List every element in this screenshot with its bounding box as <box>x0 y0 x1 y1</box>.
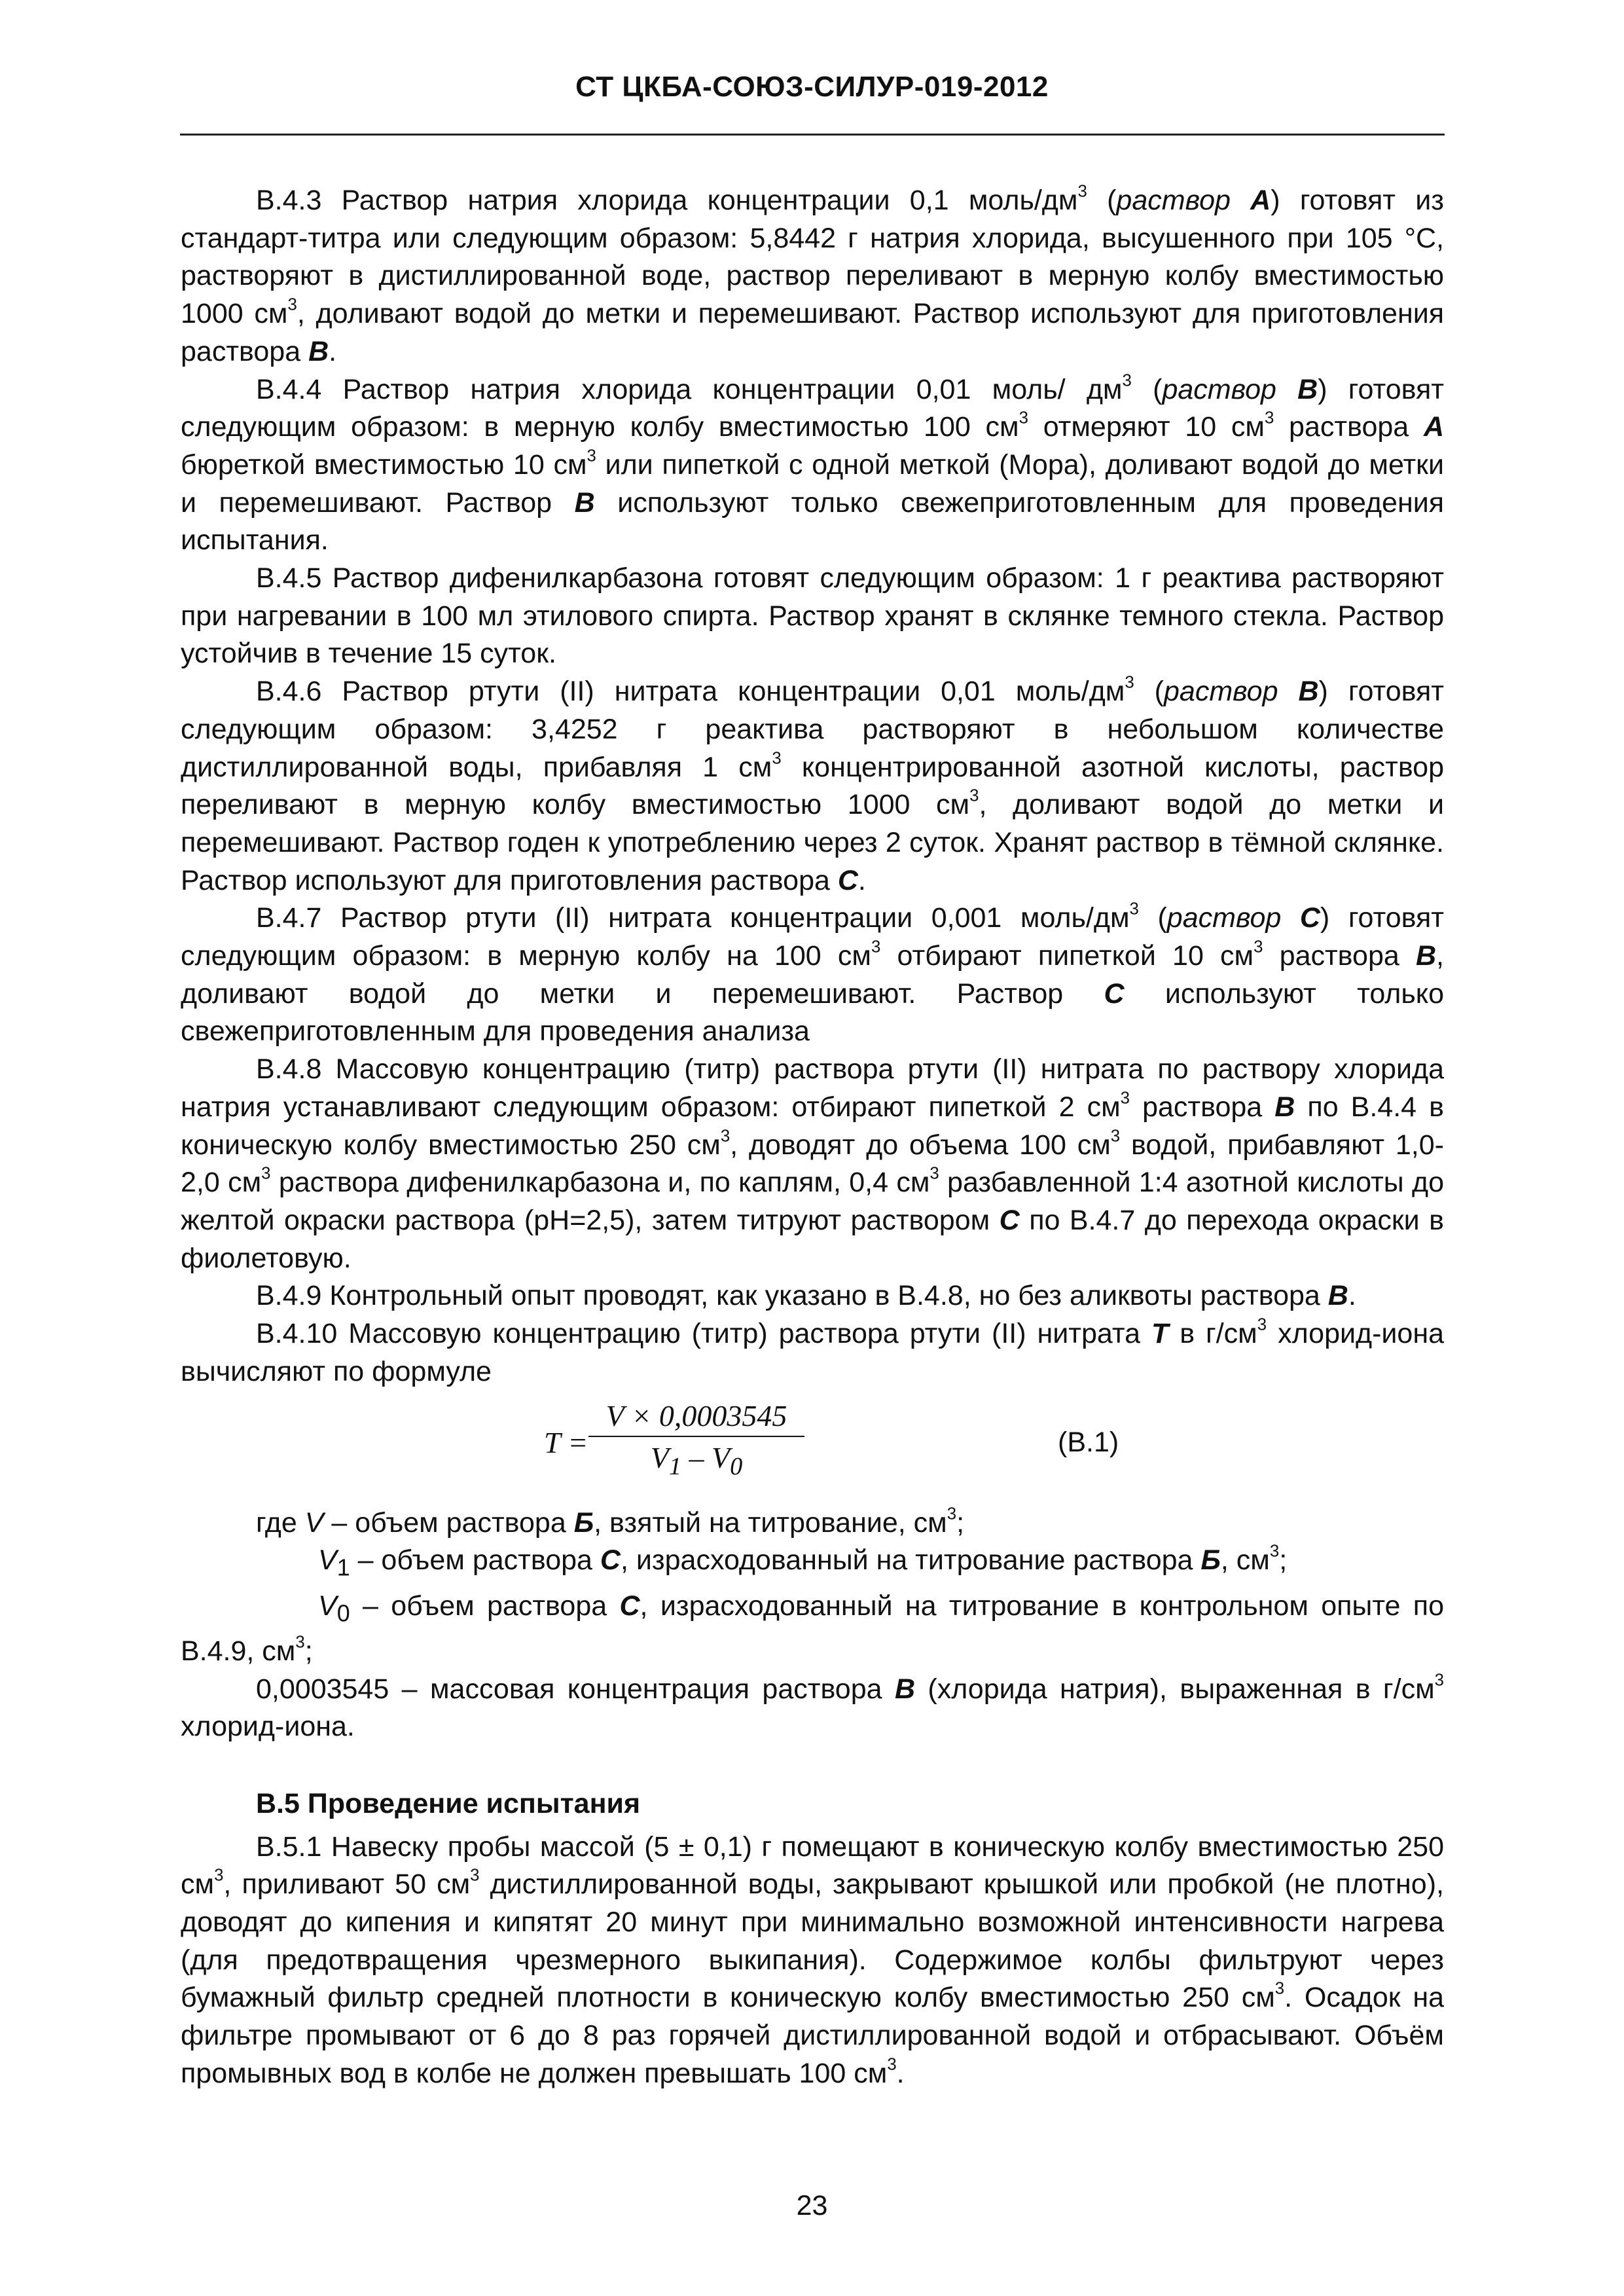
formula-fraction <box>588 1398 804 1480</box>
formula-numerator: V × 0,0003545 <box>605 1398 787 1432</box>
legend-line-constant: 0,0003545 – массовая концентрация раствора В (хлорида натрия), выраженная в $г/см^3$ хлорид-иона. <box>181 1671 1444 1743</box>
paragraph-b4-10: В.4.10 Массовую концентрацию (титр) раствора ртути (II) нитрата Т в $г/см^3$ хлорид-иона вычисляют по формуле <box>181 1315 1445 1387</box>
fraction-bar <box>588 1436 804 1437</box>
legend-line-v1: $V_1$ – объем раствора С, израсходованный на титрование раствора Б, $см^3$; <box>318 1542 1288 1581</box>
page-number: 23 <box>796 2190 828 2221</box>
paragraph-b4-9: В.4.9 Контрольный опыт проводят, как указано в В.4.8, но без аликвоты раствора В. <box>256 1280 1356 1312</box>
legend-line-v: где V – объем раствора Б, взятый на титрование, $см^3$; <box>256 1504 965 1539</box>
paragraph-b4-8: В.4.8 Массовую концентрацию (титр) раствора ртути (II) нитрата по раствору хлорида натрия устанавливают следующим образом: отбирают пипеткой 2 $см^3$ раствора В по В.4.4 в коническую колбу вместимостью 250 $см^3$, доводят до объема 100 $см^3$ водой, прибавляют 1,0-2,0 $см^3$ раствора дифенилкарбазона и, по каплям, 0,4 $см^3$ разбавленной 1:4 азотной кислоты до желтой окраски раствора (рН=2,5), затем титруют раствором С по В.4.7 до перехода окраски в фиолетовую. <box>181 1053 1444 1274</box>
paragraph-b4-3: В.4.3 Раствор натрия хлорида концентрации 0,1 моль/$дм^3$ (раствор А) готовят из стандарт-титра или следующим образом: 5,8442 г натрия хлорида, высушенного при 105 °С, растворяют в дистиллированной воде, раствор переливают в мерную колбу вместимостью 1000 $см^3$, доливают водой до метки и перемешивают. Раствор используют для приготовления раствора В. <box>181 182 1444 367</box>
formula-denominator: $V_1 - V_0$ <box>650 1440 743 1480</box>
formula-legend <box>181 1504 1444 1746</box>
paragraph-b4-4: В.4.4 Раствор натрия хлорида концентрации 0,01 моль/ $дм^3$ (раствор В) готовят следующим образом: в мерную колбу вместимостью 100 $см^3$ отмеряют 10 $см^3$ раствора А бюреткой вместимостью 10 $см^3$ или пипеткой с одной меткой (Мора), доливают водой до метки и перемешивают. Раствор В используют только свежеприготовленным для проведения испытания. <box>181 371 1445 556</box>
paragraph-b5-1: В.5.1 Навеску пробы массой (5 ± 0,1) г помещают в коническую колбу вместимостью 250 $см^3$, приливают 50 $см^3$ дистиллированной воды, закрывают крышкой или пробкой (не плотно), доводят до кипения и кипятят 20 минут при минимально возможной интенсивности нагрева (для предотвращения чрезмерного выкипания). Содержимое колбы фильтруют через бумажный фильтр средней плотности в коническую колбу вместимостью 250 $см^3$. Осадок на фильтре промывают от 6 до 8 раз горячей дистиллированной водой и отбрасывают. Объём промывных вод в колбе не должен превышать 100 $см^3$. <box>181 1831 1444 2089</box>
paragraph-b4-7: В.4.7 Раствор ртути (II) нитрата концентрации 0,001 моль/$дм^3$ (раствор С) готовят следующим образом: в мерную колбу на 100 $см^3$ отбирают пипеткой 10 $см^3$ раствора В, доливают водой до метки и перемешивают. Раствор С используют только свежеприготовленным для проведения анализа <box>181 900 1444 1048</box>
document-header: СТ ЦКБА-СОЮЗ-СИЛУР-019-2012 <box>575 71 1049 103</box>
header-divider <box>180 134 1445 136</box>
paragraph-b4-5: В.4.5 Раствор дифенилкарбазона готовят следующим образом: 1 г реактива растворяют при нагревании в 100 мл этилового спирта. Раствор хранят в склянке темного стекла. Раствор устойчив в течение 15 суток. <box>181 562 1444 670</box>
formula-b1 <box>181 1391 1444 1504</box>
legend-line-v0: $V_0$ – объем раствора С, израсходованный на титрование в контрольном опыте по В.4.9, $см^3$; <box>181 1590 1444 1667</box>
formula-number: (В.1) <box>1058 1426 1119 1458</box>
formula-lhs: T = <box>544 1425 588 1459</box>
section-heading-b5: В.5 Проведение испытания <box>256 1787 641 1819</box>
paragraph-b4-6: В.4.6 Раствор ртути (II) нитрата концентрации 0,01 моль/$дм^3$ (раствор В) готовят следующим образом: 3,4252 г реактива растворяют в небольшом количестве дистиллированной воды, прибавляя 1 $см^3$ концентрированной азотной кислоты, раствор переливают в мерную колбу вместимостью 1000 $см^3$, доливают водой до метки и перемешивают. Раствор годен к употреблению через 2 суток. Хранят раствор в тёмной склянке. Раствор используют для приготовления раствора С. <box>181 673 1445 896</box>
document-body <box>181 182 1444 2093</box>
